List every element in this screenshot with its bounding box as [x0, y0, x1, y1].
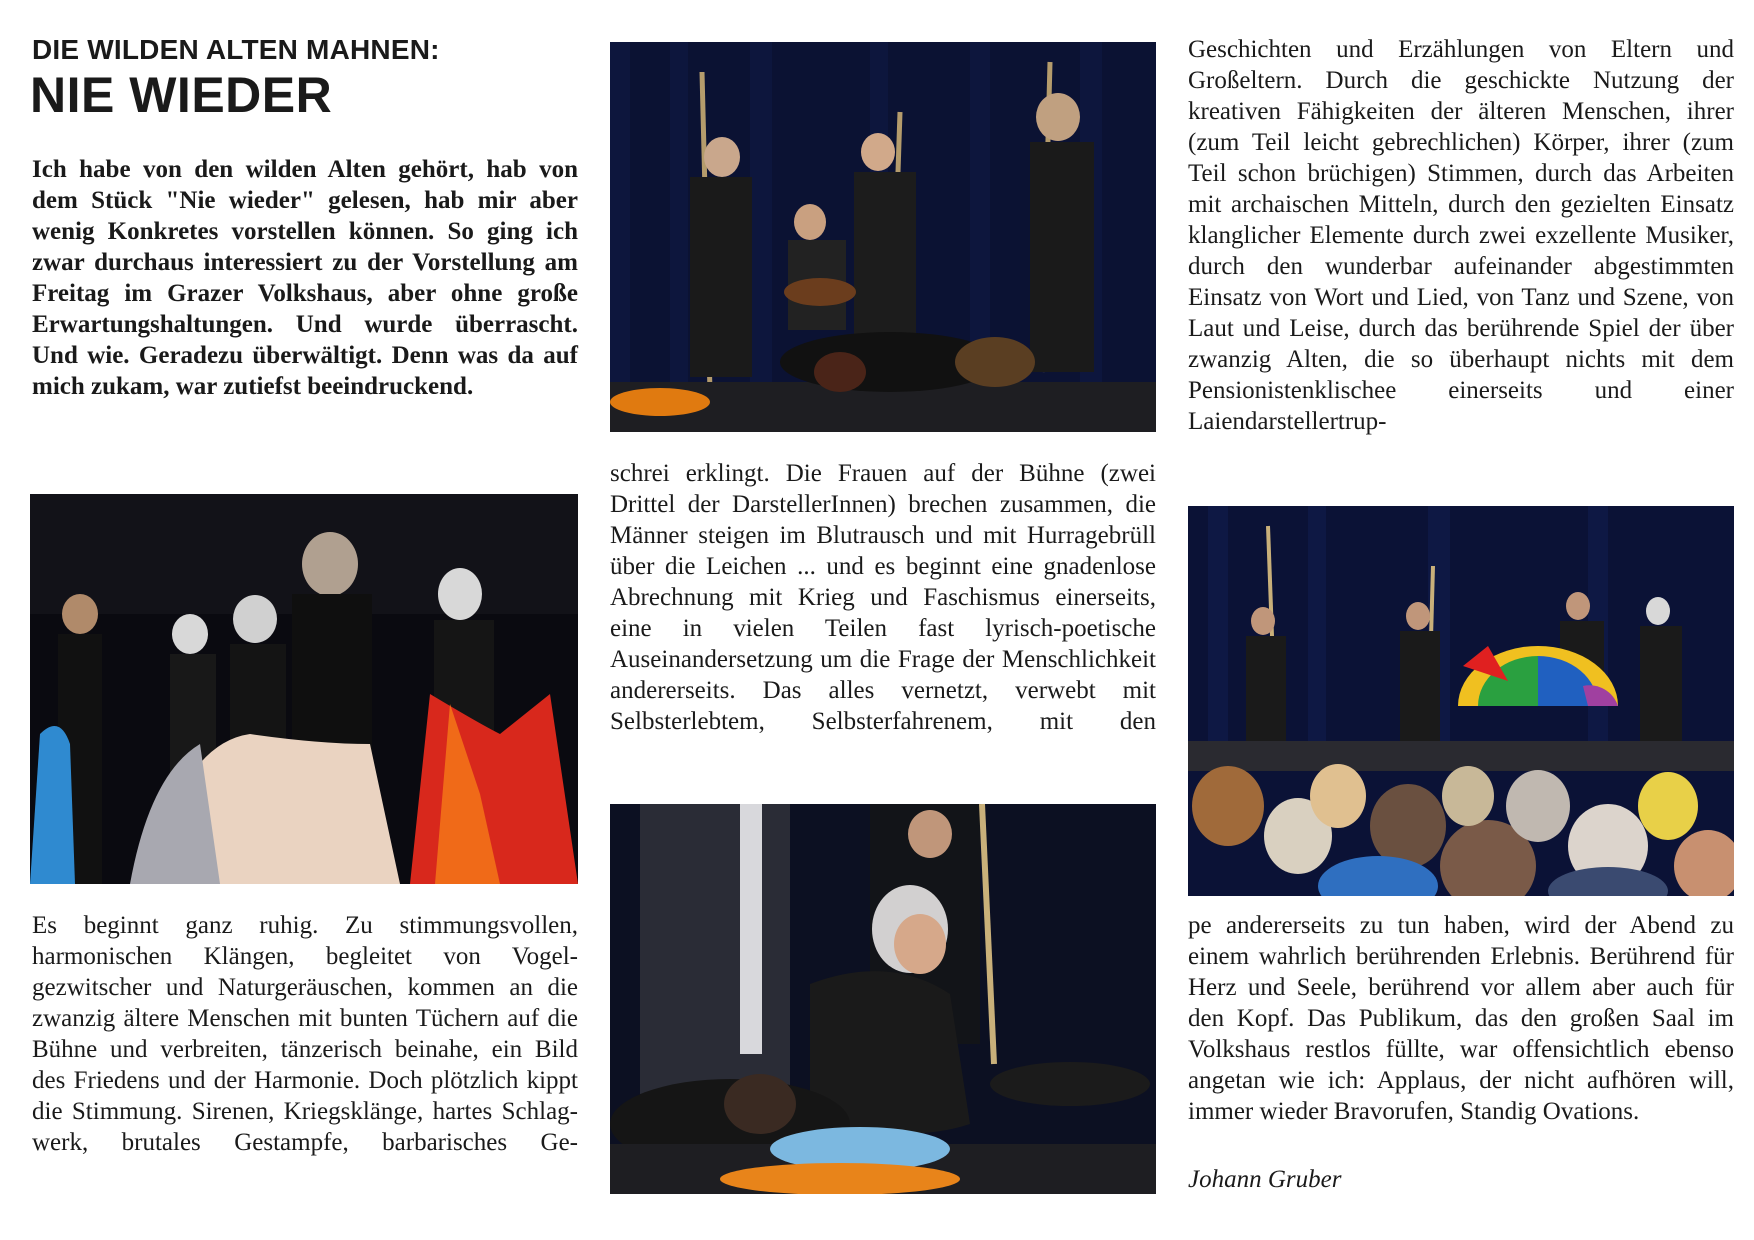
article-headline: NIE WIEDER: [30, 67, 333, 123]
photo-stage-with-umbrella: [1188, 506, 1734, 896]
photo-women-with-cloths: [30, 494, 578, 884]
photo-kneeling-woman: [610, 804, 1156, 1194]
article-lead: Ich habe von den wilden Alten gehört, hab von dem Stück "Nie wieder" gelesen, hab mir aber wenig Konkretes vorstellen können. So ging ich zwar durchaus interessiert zu der Vorstellung am Freitag im Grazer Volkshaus, aber ohne große Erwartungshaltungen. Und wurde überrascht. Und wie. Geradezu überwältigt. Denn was da auf mich zukam, war zutiefst beeindruckend.: [32, 156, 578, 400]
article-body-col3-top: Geschichten und Erzählungen von Eltern und Großeltern. Durch die geschickte Nutzung der kreativen Fähigkeiten der älteren Menschen, ihrer (zum Teil leicht gebrechlichen) Körper, ihrer (zum Teil schon brüchigen) Stimmen, durch das Arbeiten mit archaischen Mitteln, durch den gezielten Einsatz klanglicher Elemente durch zwei exzellente Musiker, durch den wunderbar aufeinander abgestimmten Einsatz von Wort und Lied, von Tanz und Szene, von Laut und Leise, durch das berührende Spiel der über zwanzig Alten, die so überhaupt nichts mit dem Pensionistenklischee einerseits und einer Laiendarstellertrup-: [1188, 36, 1734, 435]
article-body-col1: Es beginnt ganz ruhig. Zu stimmungsvollen, harmonischen Klängen, begleitet von Vogelgezwitscher und Naturgeräuschen, kommen an die zwanzig ältere Menschen mit bunten Tüchern auf die Bühne und verbreiten, tänzerisch beinahe, ein Bild des Friedens und der Harmonie. Doch plötzlich kippt die Stimmung. Sirenen, Kriegsklänge, hartes Schlagwerk, brutales Gestampfe, barbarisches Ge-: [32, 912, 578, 1156]
article-author: Johann Gruber: [1188, 1166, 1342, 1193]
article-body-col2: schrei erklingt. Die Frauen auf der Bühne (zwei Drittel der DarstellerInnen) brechen zusammen, die Männer steigen im Blutrausch und mit Hurragebrüll über die Leichen ... und es beginnt eine gnadenlose Abrechnung mit Krieg und Faschismus einerseits, eine in vielen Teilen fast lyrisch-poetische Auseinandersetzung um die Frage der Menschlichkeit andererseits. Das alles vernetzt, verwebt mit Selbsterlebtem, Selbsterfahrenem, mit den: [610, 460, 1156, 735]
photo-men-with-staffs: [610, 42, 1156, 432]
article-body-col3-bottom: pe andererseits zu tun haben, wird der Abend zu einem wahrlich berührenden Erlebnis. Berührend für Herz und Seele, berührend vor allem aber auch für den Kopf. Das Publikum, das den großen Saal im Volkshaus restlos füllte, war offensichtlich ebenso angetan wie ich: Applaus, der nicht aufhören will, immer wieder Bravorufen, Standig Ovations.: [1188, 912, 1734, 1125]
article-kicker: DIE WILDEN ALTEN MAHNEN:: [32, 34, 440, 65]
